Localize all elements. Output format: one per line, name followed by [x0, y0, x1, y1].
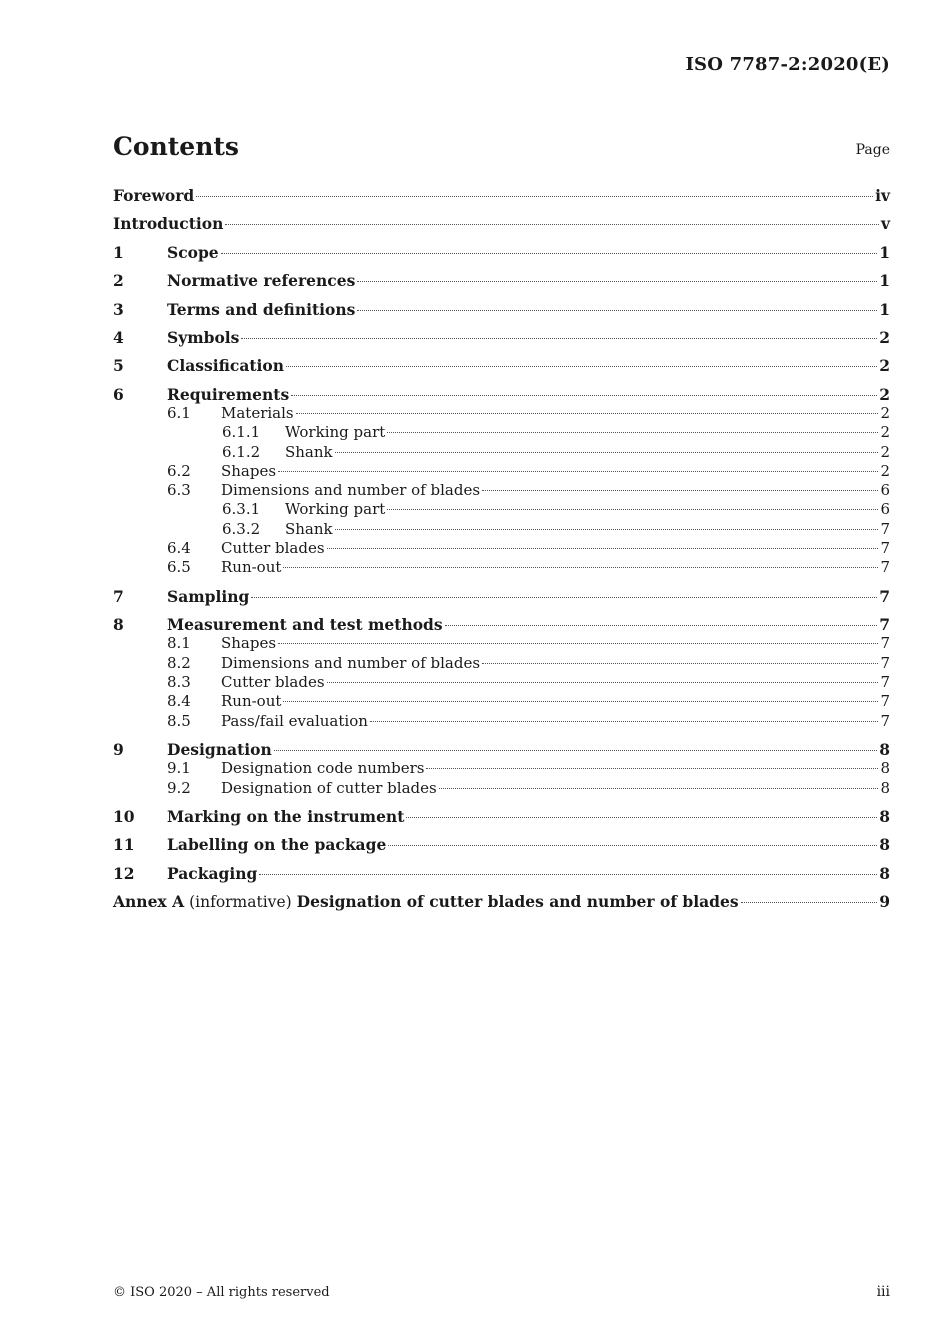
toc-entry-5[interactable] — [113, 356, 890, 376]
toc-entry-3[interactable] — [113, 300, 890, 320]
toc-number: 6.1 — [167, 404, 191, 422]
toc-entry-11[interactable] — [113, 835, 890, 855]
leader-dots — [406, 817, 877, 818]
leader-dots — [274, 750, 877, 751]
leader-dots — [296, 413, 879, 414]
leader-dots — [445, 625, 878, 626]
toc-title: Cutter blades — [221, 673, 325, 691]
toc-page: 8 — [880, 759, 890, 777]
toc-number: 11 — [113, 835, 135, 854]
toc-entry-6-2[interactable] — [113, 462, 890, 482]
toc-number: 1 — [113, 243, 124, 262]
toc-title: Classification — [167, 356, 285, 375]
toc-page: 2 — [879, 328, 890, 347]
toc-title: Scope — [167, 243, 219, 262]
toc-page: 7 — [880, 558, 890, 576]
annex-label: Annex A — [113, 892, 185, 911]
toc-entry-foreword[interactable] — [113, 186, 890, 206]
toc-number: 6.5 — [167, 558, 191, 576]
toc-entry-1[interactable] — [113, 243, 890, 263]
toc-title: Designation of cutter blades — [221, 779, 437, 797]
toc-number: 4 — [113, 328, 124, 347]
toc-number: 10 — [113, 807, 135, 826]
toc-number: 8.3 — [167, 673, 191, 691]
toc-entry-9-2[interactable] — [113, 779, 890, 799]
toc-page: 2 — [880, 404, 890, 422]
toc-entry-6-3[interactable] — [113, 481, 890, 501]
toc-title: Designation — [167, 740, 272, 759]
toc-page: 2 — [880, 423, 890, 441]
toc-number: 8 — [113, 615, 124, 634]
toc-number: 9.1 — [167, 759, 191, 777]
toc-title: Run-out — [221, 692, 282, 710]
toc-entry-10[interactable] — [113, 807, 890, 827]
toc-title: Introduction — [113, 214, 224, 233]
toc-title: Working part — [285, 423, 386, 441]
toc-entry-introduction[interactable] — [113, 214, 890, 234]
toc-page: 8 — [879, 740, 890, 759]
toc-entry-6-3-2[interactable] — [113, 520, 890, 540]
leader-dots — [357, 310, 877, 311]
toc-entry-annex-a[interactable] — [113, 892, 890, 912]
toc-page: 9 — [879, 892, 890, 911]
page-number: iii — [876, 1284, 890, 1300]
toc-entry-8-5[interactable] — [113, 712, 890, 732]
copyright-notice: © ISO 2020 – All rights reserved — [113, 1285, 330, 1300]
toc-page: 2 — [879, 356, 890, 375]
toc-page: iv — [875, 186, 890, 205]
toc-entry-6-3-1[interactable] — [113, 500, 890, 520]
leader-dots — [221, 253, 878, 254]
toc-page: 7 — [879, 587, 890, 606]
toc-number: 9 — [113, 740, 124, 759]
toc-entry-6-5[interactable] — [113, 558, 890, 578]
toc-number: 8.4 — [167, 692, 191, 710]
toc-entry-4[interactable] — [113, 328, 890, 348]
toc-number: 8.1 — [167, 634, 191, 652]
toc-page: 8 — [879, 807, 890, 826]
toc-entry-8-3[interactable] — [113, 673, 890, 693]
leader-dots — [278, 471, 878, 472]
toc-title: Shapes — [221, 462, 277, 480]
toc-title: Shapes — [221, 634, 277, 652]
toc-title: Run-out — [221, 558, 282, 576]
toc-entry-9[interactable] — [113, 740, 890, 760]
toc-page: 7 — [880, 673, 890, 691]
toc-title: Packaging — [167, 864, 258, 883]
toc-title: Labelling on the package — [167, 835, 387, 854]
toc-page: 6 — [880, 481, 890, 499]
toc-page: 8 — [879, 864, 890, 883]
toc-number: 6.4 — [167, 539, 191, 557]
toc-title: Measurement and test methods — [167, 615, 443, 634]
toc-number: 6.3.2 — [222, 520, 261, 538]
leader-dots — [426, 768, 878, 769]
leader-dots — [482, 490, 878, 491]
leader-dots — [251, 597, 877, 598]
leader-dots — [327, 548, 879, 549]
toc-entry-6[interactable] — [113, 385, 890, 405]
toc-title: Marking on the instrument — [167, 807, 405, 826]
toc-page: 1 — [879, 243, 890, 262]
document-id: ISO 7787-2:2020(E) — [685, 54, 890, 75]
toc-page: 2 — [880, 462, 890, 480]
toc-number: 9.2 — [167, 779, 191, 797]
toc-title: Designation code numbers — [221, 759, 425, 777]
leader-dots — [259, 874, 877, 875]
toc-number: 6 — [113, 385, 124, 404]
toc-title: Materials — [221, 404, 294, 422]
leader-dots — [370, 721, 879, 722]
leader-dots — [741, 902, 878, 903]
toc-number: 6.2 — [167, 462, 191, 480]
leader-dots — [196, 196, 873, 197]
toc-page: 7 — [880, 654, 890, 672]
toc-title: Cutter blades — [221, 539, 325, 557]
toc-title: Symbols — [167, 328, 240, 347]
toc-entry-6-4[interactable] — [113, 539, 890, 559]
leader-dots — [439, 788, 879, 789]
toc-page: 7 — [880, 520, 890, 538]
toc-number: 6.3 — [167, 481, 191, 499]
toc-page: 7 — [880, 539, 890, 557]
toc-title: Dimensions and number of blades — [221, 654, 481, 672]
toc-number: 8.2 — [167, 654, 191, 672]
toc-entry-8-2[interactable] — [113, 654, 890, 674]
toc-page: 7 — [880, 634, 890, 652]
toc-entry-9-1[interactable] — [113, 759, 890, 779]
toc-number: 3 — [113, 300, 124, 319]
toc-number: 6.1.1 — [222, 423, 261, 441]
leader-dots — [357, 281, 877, 282]
toc-entry-8-1[interactable] — [113, 634, 890, 654]
toc-number: 5 — [113, 356, 124, 375]
toc-page: 2 — [880, 443, 890, 461]
toc-title: Dimensions and number of blades — [221, 481, 481, 499]
toc-page: 6 — [880, 500, 890, 518]
leader-dots — [482, 663, 878, 664]
toc-page: 1 — [879, 300, 890, 319]
leader-dots — [388, 845, 877, 846]
toc-entry-8[interactable] — [113, 615, 890, 635]
page-column-label: Page — [855, 142, 890, 158]
toc-number: 6.3.1 — [222, 500, 261, 518]
toc-page: v — [880, 214, 890, 233]
annex-type: (informative) — [189, 893, 292, 911]
toc-title: Designation of cutter blades and number of blades — [296, 892, 739, 911]
toc-page: 2 — [879, 385, 890, 404]
toc-title: Requirements — [167, 385, 290, 404]
toc-title: Normative references — [167, 271, 356, 290]
toc-page: 8 — [879, 835, 890, 854]
toc-number: 6.1.2 — [222, 443, 261, 461]
toc-title: Sampling — [167, 587, 250, 606]
toc-entry-6-1-1[interactable] — [113, 423, 890, 443]
toc-entry-8-4[interactable] — [113, 692, 890, 712]
toc-title: Shank — [285, 443, 333, 461]
leader-dots — [291, 395, 877, 396]
leader-dots — [335, 529, 879, 530]
toc-title: Foreword — [113, 186, 195, 205]
leader-dots — [387, 432, 878, 433]
toc-title: Working part — [285, 500, 386, 518]
toc-number: 8.5 — [167, 712, 191, 730]
leader-dots — [241, 338, 877, 339]
toc-entry-12[interactable] — [113, 864, 890, 884]
leader-dots — [225, 224, 879, 225]
toc-entry-2[interactable] — [113, 271, 890, 291]
leader-dots — [335, 452, 879, 453]
toc-number: 2 — [113, 271, 124, 290]
toc-page: 7 — [879, 615, 890, 634]
leader-dots — [283, 701, 878, 702]
toc-entry-7[interactable] — [113, 587, 890, 607]
toc-entry-6-1[interactable] — [113, 404, 890, 424]
toc-page: 8 — [880, 779, 890, 797]
toc-entry-6-1-2[interactable] — [113, 443, 890, 463]
leader-dots — [327, 682, 879, 683]
leader-dots — [278, 643, 878, 644]
toc-title: Pass/fail evaluation — [221, 712, 368, 730]
toc-number: 12 — [113, 864, 135, 883]
toc-page: 1 — [879, 271, 890, 290]
toc-title: Shank — [285, 520, 333, 538]
leader-dots — [387, 509, 878, 510]
toc-number: 7 — [113, 587, 124, 606]
toc-page: 7 — [880, 692, 890, 710]
contents-heading: Contents — [113, 132, 240, 161]
leader-dots — [286, 366, 877, 367]
leader-dots — [283, 567, 878, 568]
toc-title: Terms and definitions — [167, 300, 356, 319]
toc-page: 7 — [880, 712, 890, 730]
